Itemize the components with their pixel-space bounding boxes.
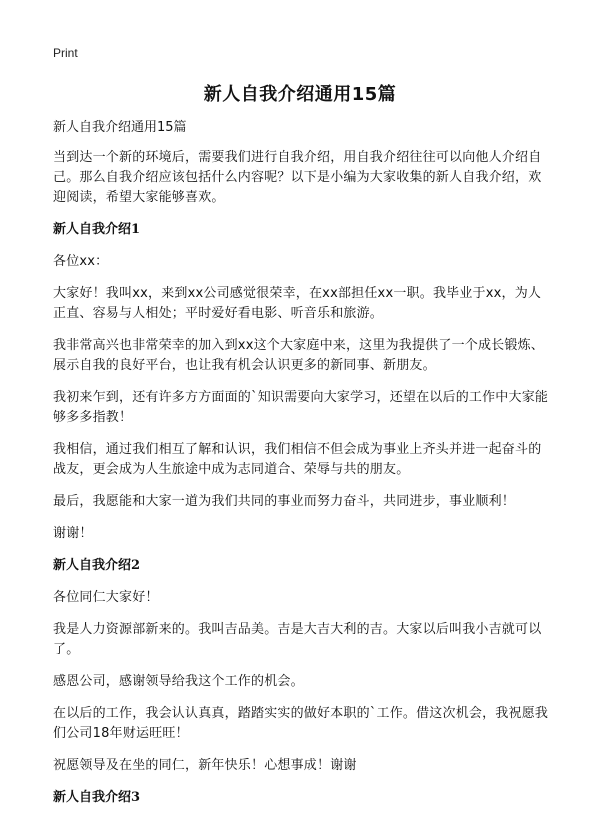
- document-body: [53, 118, 550, 820]
- document-title: 新人自我介绍通用15篇: [203, 84, 397, 105]
- section-paragraph: 各位xx：: [53, 254, 109, 269]
- section-heading: 新人自我介绍1: [53, 222, 141, 237]
- document-subtitle: 新人自我介绍通用15篇: [53, 120, 187, 135]
- section-paragraph: 谢谢！: [53, 526, 93, 541]
- section-paragraph: 我是人力资源部新来的。我叫吉品美。吉是大吉大利的吉。大家以后叫我小吉就可以了。: [53, 622, 542, 657]
- section-paragraph: 我非常高兴也非常荣幸的加入到xx这个大家庭中来，这里为我提供了一个成长锻炼、展示自我的良好平台，也让我有机会认识更多的新同事、新朋友。: [53, 338, 544, 373]
- section-paragraph: 最后，我愿能和大家一道为我们共同的事业而努力奋斗，共同进步，事业顺利！: [53, 494, 516, 509]
- intro-paragraph: 当到达一个新的环境后，需要我们进行自我介绍，用自我介绍往往可以向他人介绍自己。那么自我介绍应该包括什么内容呢？以下是小编为大家收集的新人自我介绍，欢迎阅读，希望大家能够喜欢。: [53, 150, 542, 205]
- section-heading: 新人自我介绍3: [53, 790, 141, 805]
- section-paragraph: 各位同仁大家好！: [53, 590, 159, 605]
- section-paragraph: 祝愿领导及在坐的同仁，新年快乐！心想事成！谢谢: [53, 758, 357, 773]
- section-paragraph: 在以后的工作，我会认认真真，踏踏实实的做好本职的`工作。借这次机会，我祝愿我们公司18年财运旺旺！: [53, 706, 549, 741]
- section-3: [53, 788, 550, 808]
- section-paragraph: 我初来乍到，还有许多方方面面的`知识需要向大家学习，还望在以后的工作中大家能够多多指教！: [53, 390, 549, 425]
- section-paragraph: 感恩公司，感谢领导给我这个工作的机会。: [53, 674, 304, 689]
- section-2: [53, 556, 550, 776]
- section-paragraph: 大家好！我叫xx，来到xx公司感觉很荣幸，在xx部担任xx一职。我毕业于xx，为人正直、容易与人相处；平时爱好看电影、听音乐和旅游。: [53, 286, 542, 321]
- section-1: [53, 220, 550, 544]
- print-link[interactable]: Print: [53, 46, 78, 60]
- section-heading: 新人自我介绍2: [53, 558, 141, 573]
- section-paragraph: 我相信，通过我们相互了解和认识，我们相信不但会成为事业上齐头并进一起奋斗的战友，更会成为人生旅途中成为志同道合、荣辱与共的朋友。: [53, 442, 542, 477]
